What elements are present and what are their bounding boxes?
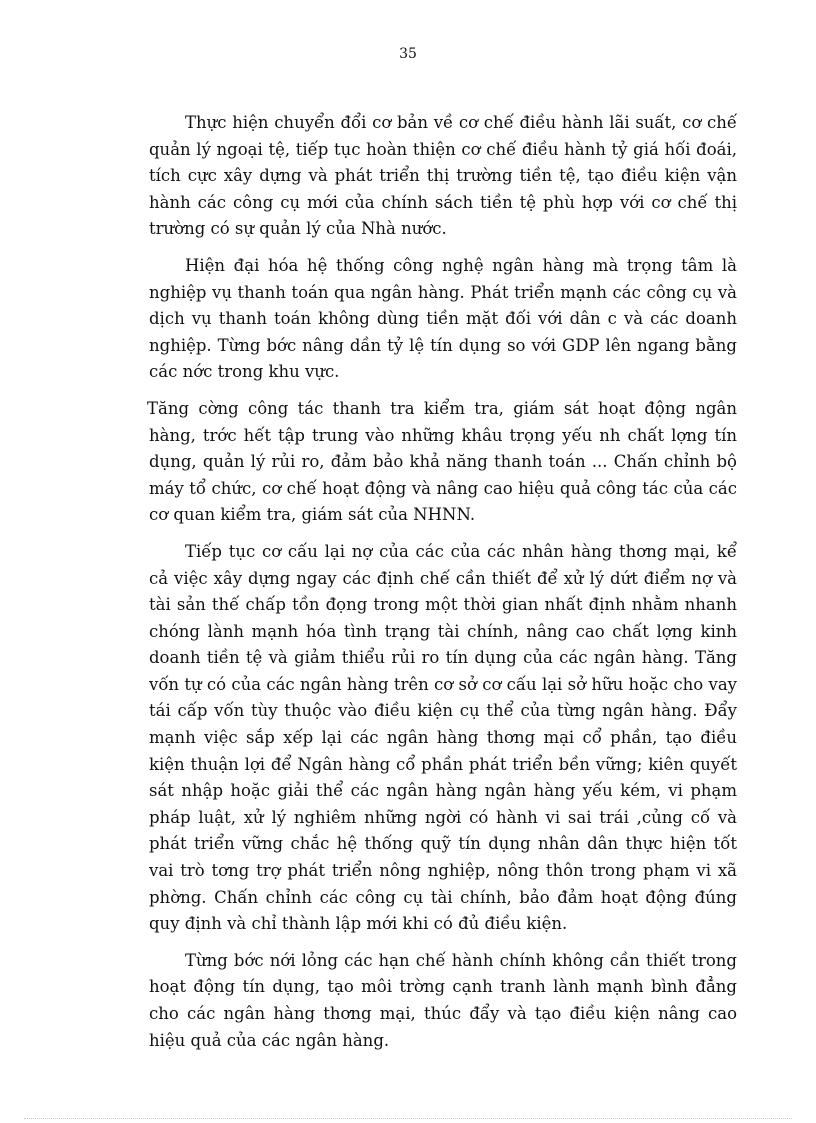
paragraph-debt-restructuring: Tiếp tục cơ cấu lại nợ của các của các nhân hàng thơng mại, kể cả việc xây dựng ngay các định chế cần thiết để xử lý dứt điểm nợ và tài sản thế chấp tồn đọng trong một thời gian nhất định nhằm nhanh chóng lành mạnh hóa tình trạng tài chính, nâng cao chất lợng kinh doanh tiền tệ và giảm thiểu rủi ro tín dụng của các ngân hàng. Tăng vốn tự có của các ngân hàng trên cơ sở cơ cấu lại sở hữu hoặc cho vay tái cấp vốn tùy thuộc vào điều kiện cụ thể của từng ngân hàng. Đẩy mạnh việc sắp xếp lại các ngân hàng thơng mại cổ phần, tạo điều kiện thuận lợi để Ngân hàng cổ phần phát triển bền vững; kiên quyết sát nhập hoặc giải thể các ngân hàng ngân hàng yếu kém, vi phạm pháp luật, xử lý nghiêm những ngời có hành vi sai trái ,củng cố và phát triển vững chắc hệ thống quỹ tín dụng nhân dân thực hiện tốt vai trò tơng trợ phát triển nông nghiệp, nông thôn trong phạm vi xã phờng. Chấn chỉnh các công cụ tài chính, bảo đảm hoạt động đúng quy định và chỉ thành lập mới khi có đủ điều kiện. (149, 541, 737, 934)
page-bottom-rule (24, 1118, 792, 1119)
page-number: 35 (399, 46, 417, 62)
paragraph-interest-rate-mechanism: Thực hiện chuyển đổi cơ bản về cơ chế điều hành lãi suất, cơ chế quản lý ngoại tệ, tiếp tục hoàn thiện cơ chế điều hành tỷ giá hối đoái, tích cực xây dựng và phát triển thị trường tiền tệ, tạo điều kiện vận hành các công cụ mới của chính sách tiền tệ phù hợp với cơ chế thị trường có sự quản lý của Nhà nước. (149, 113, 737, 239)
paragraph-credit-restrictions: Từng bớc nới lỏng các hạn chế hành chính không cần thiết trong hoạt động tín dụng, tạo môi trờng cạnh tranh lành mạnh bình đẳng cho các ngân hàng thơng mại, thúc đẩy và tạo điều kiện nâng cao hiệu quả của các ngân hàng. (149, 950, 737, 1050)
document-body (149, 110, 737, 1064)
paragraph-inspection-supervision: Tăng cờng công tác thanh tra kiểm tra, giám sát hoạt động ngân hàng, trớc hết tập trung vào những khâu trọng yếu nh chất lợng tín dụng, quản lý rủi ro, đảm bảo khả năng thanh toán ... Chấn chỉnh bộ máy tổ chức, cơ chế hoạt động và nâng cao hiệu quả công tác của các cơ quan kiểm tra, giám sát của NHNN. (147, 398, 737, 525)
paragraph-banking-technology: Hiện đại hóa hệ thống công nghệ ngân hàng mà trọng tâm là nghiệp vụ thanh toán qua ngân hàng. Phát triển mạnh các công cụ và dịch vụ thanh toán không dùng tiền mặt đối với dân c và các doanh nghiệp. Từng bớc nâng dần tỷ lệ tín dụng so với GDP lên ngang bằng các nớc trong khu vực. (149, 255, 737, 382)
